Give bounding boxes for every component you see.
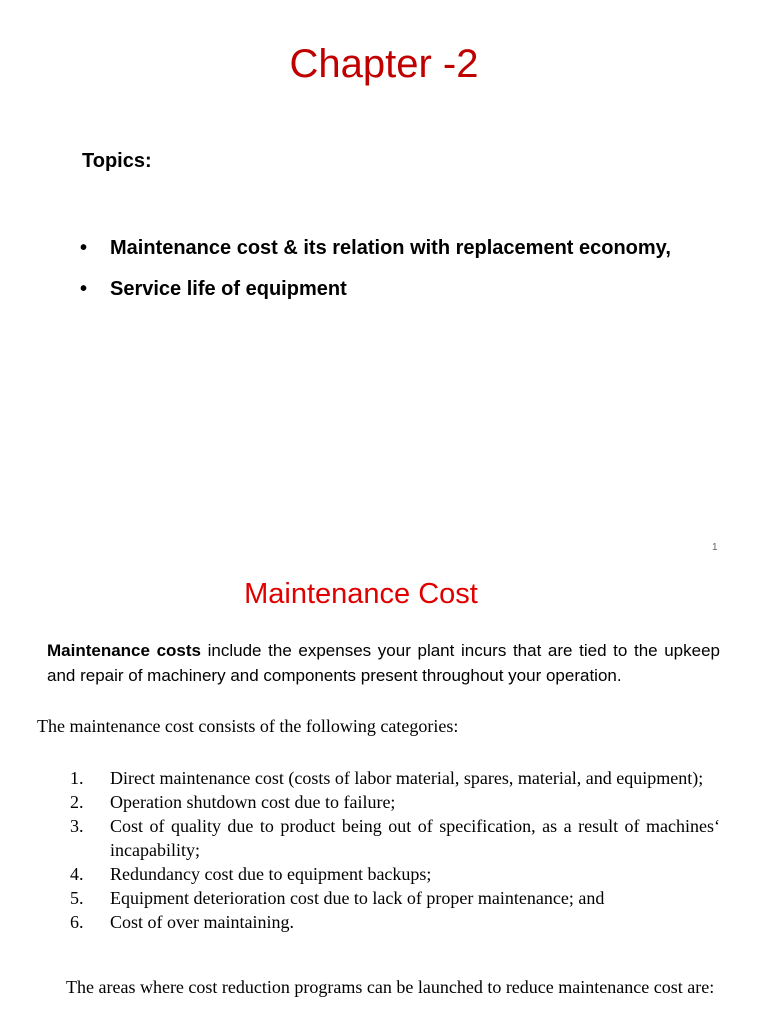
topic-text: Service life of equipment xyxy=(110,278,347,300)
topics-label: Topics: xyxy=(82,150,152,172)
category-item xyxy=(70,814,720,862)
category-number: 5. xyxy=(70,888,84,908)
intro-paragraph xyxy=(47,638,720,688)
category-number: 1. xyxy=(70,768,84,788)
topic-item xyxy=(80,269,688,310)
category-item xyxy=(70,910,720,934)
category-number: 6. xyxy=(70,912,84,932)
intro-bold-term: Maintenance costs xyxy=(47,641,202,660)
category-number: 2. xyxy=(70,792,84,812)
category-text: Direct maintenance cost (costs of labor material, spares, material, and equipment); xyxy=(110,768,704,788)
topic-item xyxy=(80,228,688,269)
category-text: Equipment deterioration cost due to lack of proper maintenance; and xyxy=(110,888,605,908)
bullet-icon: • xyxy=(80,278,88,300)
category-number: 4. xyxy=(70,864,84,884)
categories-list xyxy=(70,766,720,934)
category-item xyxy=(70,862,720,886)
topics-list xyxy=(80,228,688,310)
slide-2 xyxy=(0,560,768,1024)
category-text: Cost of quality due to product being out of specification, as a result of machines‘ incapability; xyxy=(110,816,720,860)
bullet-icon: • xyxy=(80,237,88,259)
topic-text: Maintenance cost & its relation with replacement economy, xyxy=(110,237,671,259)
category-item xyxy=(70,790,720,814)
intro-text: include the expenses your plant incurs that are tied to the upkeep and repair of machinery and components present throughout your operation. xyxy=(47,641,721,685)
category-item xyxy=(70,886,720,910)
category-item xyxy=(70,766,720,790)
section-title: Maintenance Cost xyxy=(244,578,478,610)
page-number: 1 xyxy=(712,542,718,553)
category-text: Operation shutdown cost due to failure; xyxy=(110,792,396,812)
categories-heading: The maintenance cost consists of the following categories: xyxy=(37,716,459,736)
category-text: Cost of over maintaining. xyxy=(110,912,294,932)
category-number: 3. xyxy=(70,816,84,836)
chapter-title: Chapter -2 xyxy=(289,42,479,86)
areas-paragraph: The areas where cost reduction programs can be launched to reduce maintenance cost are: xyxy=(66,977,715,997)
category-text: Redundancy cost due to equipment backups; xyxy=(110,864,432,884)
